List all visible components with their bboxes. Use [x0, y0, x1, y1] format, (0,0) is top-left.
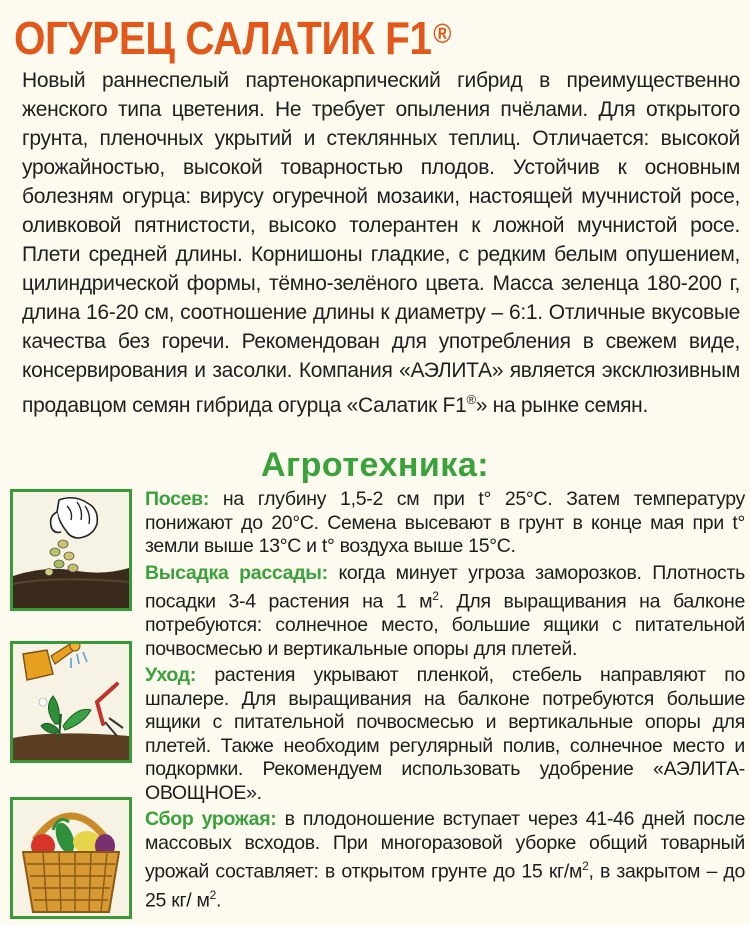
- care-text: растения укрывают пленкой, стебель направляют по шпалере. Для выращивания на балконе потребуются большие ящики с питательной почвосмесью и вертикальные опоры для плетей. Также необходим регулярный полив, солнечное место и подкормки. Рекомендуем использовать удобрение «АЭЛИТА-ОВОЩНОЕ».: [145, 664, 745, 804]
- sowing-text: на глубину 1,5-2 см при t° 25°С. Затем температуру понижают до 20°С. Семена высевают в грунт в конце мая при t° земли выше 13°С и t° воздуха выше 15°С.: [145, 488, 746, 557]
- registered-mark: ®: [433, 18, 452, 49]
- harvest-sup-open: 2: [582, 859, 589, 873]
- product-name: ОГУРЕЦ САЛАТИК F1: [14, 12, 432, 64]
- harvest-text-end: .: [215, 889, 222, 912]
- harvest-sup-closed: 2: [209, 888, 216, 902]
- harvest-text: в плодоношение вступает через 41-46 дней после массовых всходов. При многоразовой уборке общий товарный урожай составляет: в открытом грунте до 15 кг/м: [145, 808, 745, 883]
- agrotechnics-heading: Агротехника:: [260, 446, 490, 484]
- sowing-paragraph: [145, 488, 745, 559]
- harvest-paragraph: [145, 808, 745, 913]
- seedlings-text-rest: . Для выращивания на балконе потребуются: солнечное место, большие ящики с питательной почвосмесью и вертикальные опоры для плетей.: [145, 590, 746, 660]
- description-tail: » на рынке семян.: [475, 394, 648, 417]
- care-paragraph: [145, 664, 745, 805]
- harvest-basket-icon: [10, 797, 132, 919]
- seedlings-label: Высадка рассады:: [145, 561, 328, 584]
- seedlings-text: когда минует угроза заморозков. Плотность посадки 3-4 растения на 1 м: [145, 561, 745, 613]
- harvest-label: Сбор урожая:: [145, 808, 277, 830]
- sowing-hand-seeds-icon: [10, 489, 132, 611]
- sowing-label: Посев:: [145, 488, 210, 510]
- product-title: [14, 8, 451, 68]
- description-registered-mark: ®: [466, 392, 476, 407]
- seedlings-paragraph: [145, 562, 745, 662]
- watering-can-seedling-icon: [10, 641, 132, 763]
- agrotechnics-list: [145, 488, 745, 913]
- seedlings-sup: 2: [432, 589, 439, 603]
- description-main: Новый раннеспелый партенокарпический гибрид в преимущественно женского типа цветения. Не требует опыления пчёлами. Для открытого грунта, пленочных укрытий и стеклянных теплиц. Отличается: высокой урожайностью, высокой товарностью плодов. Устойчив к основным болезням огурца: вирусу огуречной мозаики, настоящей мучнистой росе, оливковой пятнистости, высоко толерантен к ложной мучнистой росе. Плети средней длины. Корнишоны гладкие, с редким белым опушением, цилиндрической формы, тёмно-зелёного цвета. Масса зеленца 180-200 г, длина 16-20 см, соотношение длины к диаметру – 6:1. Отличные вкусовые качества без горечи. Рекомендован для употребления в свежем виде, консервирования и засолки. Компания «АЭЛИТА» является эксклюзивным продавцом семян гибрида огурца «Салатик F1: [22, 69, 740, 417]
- harvest-text-mid: , в закрытом – до 25 кг/ м: [145, 860, 745, 912]
- product-description: [22, 66, 740, 420]
- care-label: Уход:: [145, 664, 197, 686]
